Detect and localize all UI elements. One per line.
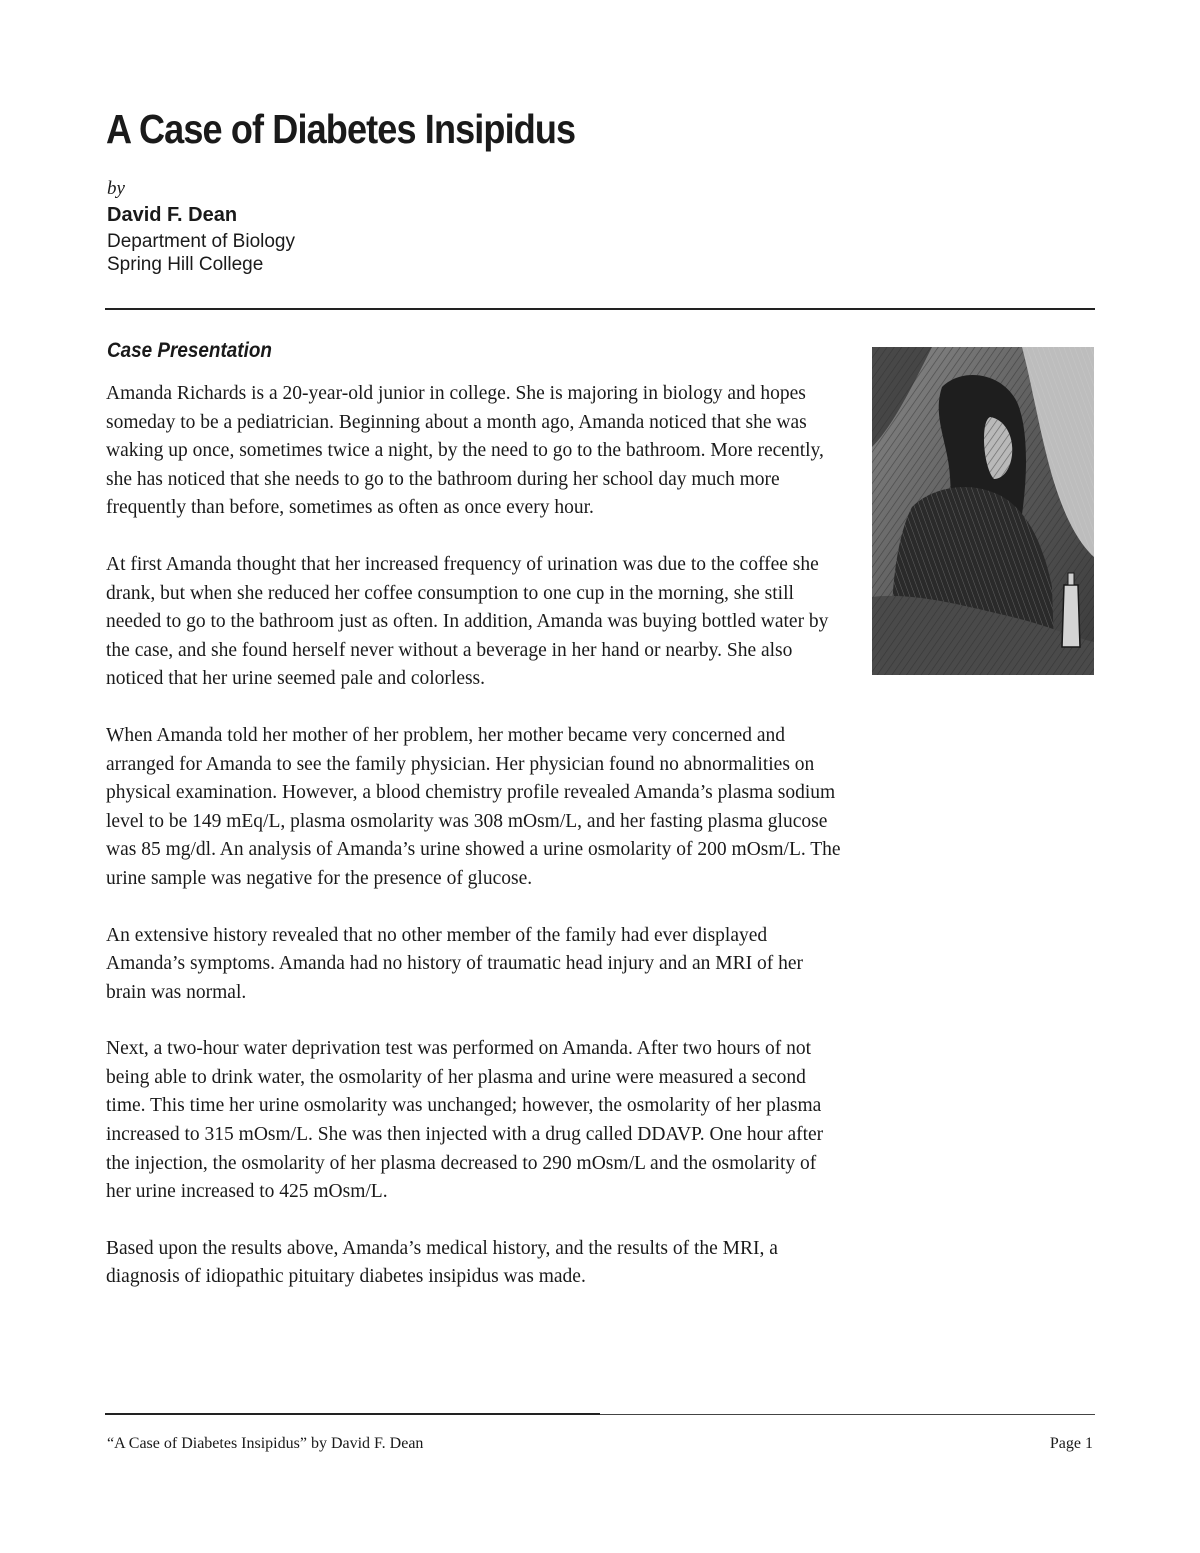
author-name: David F. Dean xyxy=(107,204,238,226)
case-body xyxy=(106,380,844,1320)
byline: by xyxy=(107,178,125,199)
footer-citation: “A Case of Diabetes Insipidus” by David F. Dean xyxy=(107,1435,424,1452)
document-title: A Case of Diabetes Insipidus xyxy=(106,106,576,152)
page-number: Page 1 xyxy=(1049,1435,1093,1452)
paragraph: An extensive history revealed that no other member of the family had ever displayed Amanda’s symptoms. Amanda had no history of traumatic head injury and an MRI of her brain was normal. xyxy=(106,924,803,1003)
sick-girl-illustration xyxy=(872,347,1094,675)
footer-divider-left xyxy=(105,1413,600,1415)
paragraph: Next, a two-hour water deprivation test was performed on Amanda. After two hours of not being able to drink water, the osmolarity of her plasma and urine were measured a second time. This time her urine osmolarity was unchanged; however, the osmolarity of her plasma increased to 315 mOsm/L. She was then injected with a drug called DDAVP. One hour after the injection, the osmolarity of her plasma decreased to 290 mOsm/L and the osmolarity of her urine increased to 425 mOsm/L. xyxy=(106,1038,824,1203)
section-heading: Case Presentation xyxy=(107,339,272,362)
author-department: Department of Biology xyxy=(107,231,295,252)
paragraph: When Amanda told her mother of her problem, her mother became very concerned and arranged for Amanda to see the family physician. Her physician found no abnormalities on physical examination. However, a blood chemistry profile revealed Amanda’s plasma sodium level to be 149 mEq/L, plasma osmolarity was 308 mOsm/L, and her fasting plasma glucose was 85 mg/dl. An analysis of Amanda’s urine showed a urine osmolarity of 200 mOsm/L. The urine sample was negative for the presence of glucose. xyxy=(106,724,841,889)
footer-divider-right xyxy=(600,1414,1095,1415)
header-divider xyxy=(105,308,1095,310)
paragraph: Based upon the results above, Amanda’s medical history, and the results of the MRI, a diagnosis of idiopathic pituitary diabetes insipidus was made. xyxy=(106,1237,778,1288)
paragraph: Amanda Richards is a 20-year-old junior in college. She is majoring in biology and hopes someday to be a pediatrician. Beginning about a month ago, Amanda noticed that she was waking up once, sometimes twice a night, by the need to go to the bathroom. More recently, she has noticed that she needs to go to the bathroom during her school day much more frequently than before, sometimes as often as once every hour. xyxy=(106,383,824,519)
paragraph: At first Amanda thought that her increased frequency of urination was due to the coffee she drank, but when she reduced her coffee consumption to one cup in the morning, she still needed to go to the bathroom just as often. In addition, Amanda was buying bottled water by the case, and she found herself never without a beverage in her hand or nearby. She also noticed that her urine seemed pale and colorless. xyxy=(106,553,829,690)
illustration-artwork xyxy=(872,347,1094,675)
author-institution: Spring Hill College xyxy=(107,254,264,275)
